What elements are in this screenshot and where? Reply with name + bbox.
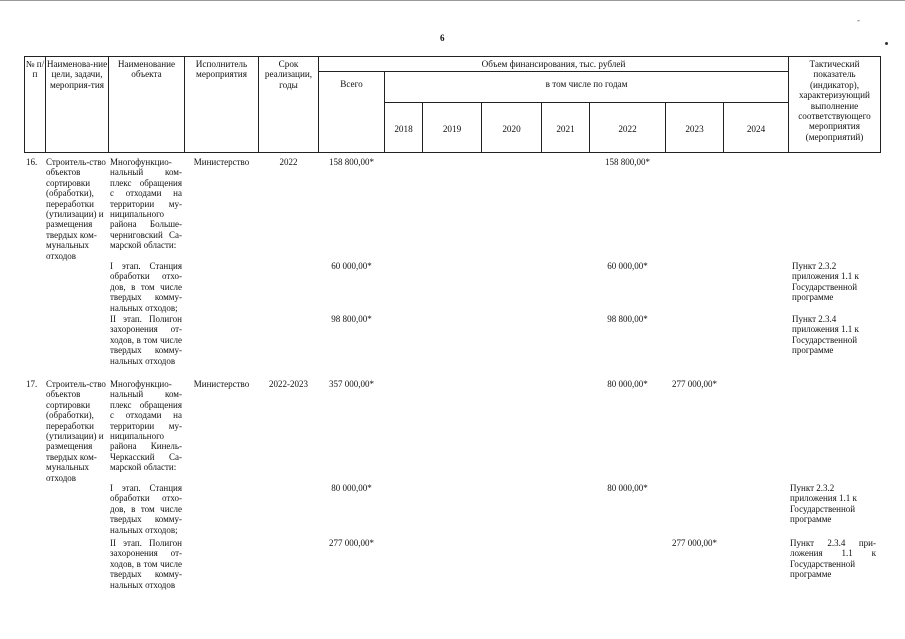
- header-year: 2021: [556, 124, 575, 134]
- stage-2022: 80 000,00*: [607, 483, 648, 493]
- header-year: 2019: [442, 124, 462, 134]
- row-total: 357 000,00*: [329, 379, 374, 389]
- header-financing: Объем финансирования, тыс. рублей: [481, 59, 626, 69]
- corner-mark: -: [857, 15, 860, 25]
- row-2022: 80 000,00*: [607, 379, 648, 389]
- header-goal: Наименова-ние цели, задачи, мероприя-тия: [46, 59, 108, 90]
- header-by-years: в том числе по годам: [545, 79, 628, 89]
- row-term: 2022-2023: [269, 379, 308, 389]
- header-year: 2020: [502, 124, 521, 134]
- header-line-years: [384, 102, 788, 103]
- header-vline: [880, 56, 881, 153]
- header-year: 2023: [685, 124, 704, 134]
- row-executor: Министерство: [193, 379, 250, 389]
- header-executor: Исполнитель мероприятия: [195, 59, 248, 80]
- stage-indicator: Пункт 2.3.2 приложения 1.1 к Государственной программе: [790, 483, 857, 525]
- row-goal: Строитель-ство объектов сортировки (обработки), переработки (утилизации) и размещения твердых ком-мунальных отходов: [46, 379, 106, 483]
- header-num: № п/п: [25, 59, 45, 80]
- row-num: 16.: [26, 157, 38, 167]
- stage-indicator: Пункт 2.3.4 приложения 1.1 к Государственной программе: [792, 314, 859, 356]
- stage-2023: 277 000,00*: [672, 538, 717, 548]
- row-total: 158 800,00*: [329, 157, 374, 167]
- stage-total: 277 000,00*: [329, 538, 374, 548]
- scan-top-edge: [0, 0, 905, 1]
- header-total: Всего: [340, 79, 363, 89]
- stage-indicator: Пункт 2.3.2 приложения 1.1 к Государственной программе: [792, 261, 859, 303]
- stage-total: 60 000,00*: [331, 261, 372, 271]
- scan-dot: [885, 42, 888, 45]
- stage-2022: 98 800,00*: [607, 314, 648, 324]
- row-executor: Министерство: [193, 157, 250, 167]
- stage-2022: 60 000,00*: [607, 261, 648, 271]
- row-goal: Строитель-ство объектов сортировки (обработки), переработки (утилизации) и размещения твердых ком-мунальных отходов: [46, 157, 106, 261]
- header-line-top: [24, 56, 881, 57]
- stage-object: II этап. Полигон захоронения от-ходов, в том числе твердых комму-нальных отходов: [110, 314, 182, 366]
- stage-object: II этап. Полигон захоронения от-ходов, в том числе твердых комму-нальных отходов: [110, 538, 182, 590]
- row-object: Многофункцио-нальный ком-плекс обращения с отходами на территории му-ниципального района Больше-черниговский Са-марской области:: [110, 157, 182, 251]
- header-year: 2024: [746, 124, 766, 134]
- header-term: Срок реализации, годы: [264, 59, 313, 90]
- header-line-financing: [318, 71, 788, 72]
- page-number: 6: [440, 33, 445, 43]
- header-indicator: Тактический показатель (индикатор), характеризующий выполнение соответствующего мероприятия (мероприятий): [798, 59, 871, 142]
- row-2022: 158 800,00*: [605, 157, 650, 167]
- row-2023: 277 000,00*: [672, 379, 717, 389]
- row-num: 17.: [26, 379, 38, 389]
- stage-total: 80 000,00*: [331, 483, 372, 493]
- header-object: Наименование объекта: [117, 59, 176, 80]
- header-year: 2018: [394, 124, 413, 134]
- header-line-bottom: [24, 152, 881, 153]
- stage-total: 98 800,00*: [331, 314, 372, 324]
- stage-object: I этап. Станция обработки отхо-дов, в том числе твердых комму-нальных отходов;: [110, 483, 182, 535]
- header-vline: [318, 56, 319, 153]
- header-year: 2022: [618, 124, 637, 134]
- stage-object: I этап. Станция обработки отхо-дов, в том числе твердых комму-нальных отходов;: [110, 261, 182, 313]
- row-object: Многофункцио-нальный ком-плекс обращения с отходами на территории му-ниципального района Кинель-Черкасский Са-марской области:: [110, 379, 182, 473]
- row-term: 2022: [279, 157, 298, 167]
- stage-indicator: Пункт 2.3.4 при-ложения 1.1 к Государственной программе: [790, 538, 876, 580]
